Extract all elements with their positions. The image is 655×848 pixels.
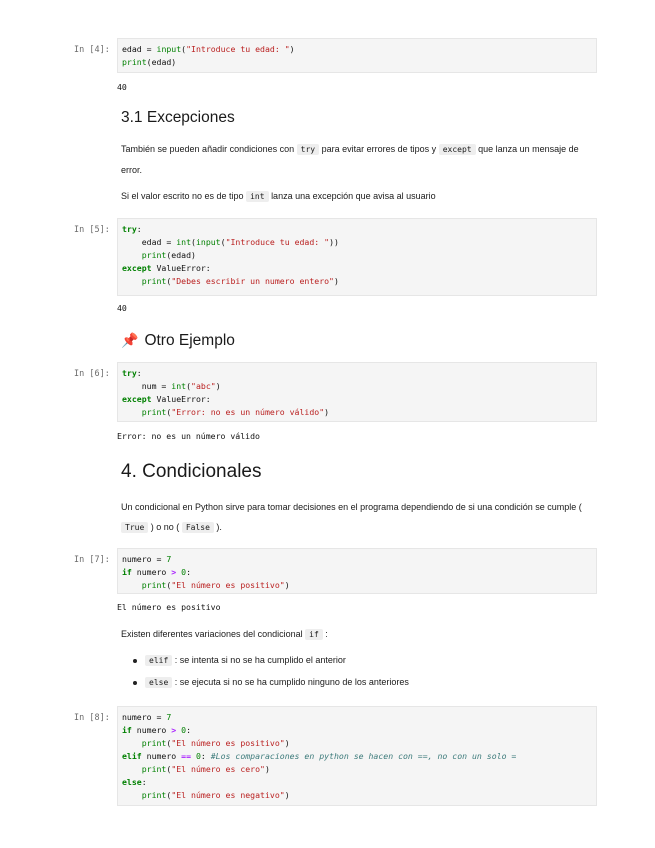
code-line: edad = input("Introduce tu edad: ")	[122, 44, 295, 54]
code-line: print("El número es negativo")	[141, 790, 290, 800]
cell-output: 40	[117, 82, 127, 92]
cell-output: 40	[117, 303, 127, 313]
code-line: numero = 7	[122, 554, 172, 564]
code-line: else:	[122, 777, 147, 787]
cell-prompt: In [8]:	[74, 713, 110, 723]
code-line: print("Debes escribir un numero entero")	[141, 276, 339, 286]
code-line: elif numero == 0: #Los comparaciones en python se hacen con ==, no con un solo =	[122, 751, 517, 761]
paragraph: Existen diferentes variaciones del condicional if :	[121, 629, 328, 639]
code-line: try:	[122, 368, 142, 378]
code-line: print("El número es positivo")	[141, 580, 290, 590]
code-line: print(edad)	[122, 57, 177, 67]
code-line: except ValueError:	[122, 263, 211, 273]
code-cell[interactable]	[117, 218, 597, 296]
heading-condicionales: 4. Condicionales	[121, 461, 262, 482]
code-line: if numero > 0:	[122, 725, 192, 735]
cell-prompt: In [4]:	[74, 45, 110, 55]
code-cell[interactable]	[117, 38, 597, 73]
code-line: print("El número es cero")	[141, 764, 270, 774]
code-line: print("Error: no es un número válido")	[141, 407, 330, 417]
code-line: num = int("abc")	[122, 381, 221, 391]
code-cell[interactable]	[117, 548, 597, 594]
paragraph: Un condicional en Python sirve para tomar decisiones en el programa dependiendo de si una condición se cumple ( True ) o no ( False ).	[121, 502, 582, 532]
code-line: print(edad)	[141, 250, 196, 260]
code-line: print("El número es positivo")	[141, 738, 290, 748]
cell-prompt: In [7]:	[74, 555, 110, 565]
list-item: elif : se intenta si no se ha cumplido el anterior	[133, 655, 346, 665]
cell-output: Error: no es un número válido	[117, 431, 260, 441]
heading-excepciones: 3.1 Excepciones	[121, 109, 235, 126]
list-item: else : se ejecuta si no se ha cumplido ninguno de los anteriores	[133, 677, 409, 687]
code-line: numero = 7	[122, 712, 172, 722]
paragraph: Si el valor escrito no es de tipo int lanza una excepción que avisa al usuario	[121, 191, 436, 201]
code-line: try:	[122, 224, 142, 234]
heading-otro-ejemplo: 📌 Otro Ejemplo	[121, 332, 235, 349]
cell-prompt: In [5]:	[74, 225, 110, 235]
code-line: edad = int(input("Introduce tu edad: "))	[122, 237, 339, 247]
pushpin-icon: 📌	[121, 332, 139, 348]
code-cell[interactable]	[117, 706, 597, 806]
code-line: except ValueError:	[122, 394, 211, 404]
paragraph: También se pueden añadir condiciones con try para evitar errores de tipos y except que lanza un mensaje de error.	[121, 144, 579, 175]
cell-output: El número es positivo	[117, 602, 221, 612]
code-line: if numero > 0:	[122, 567, 192, 577]
code-cell[interactable]	[117, 362, 597, 422]
cell-prompt: In [6]:	[74, 369, 110, 379]
